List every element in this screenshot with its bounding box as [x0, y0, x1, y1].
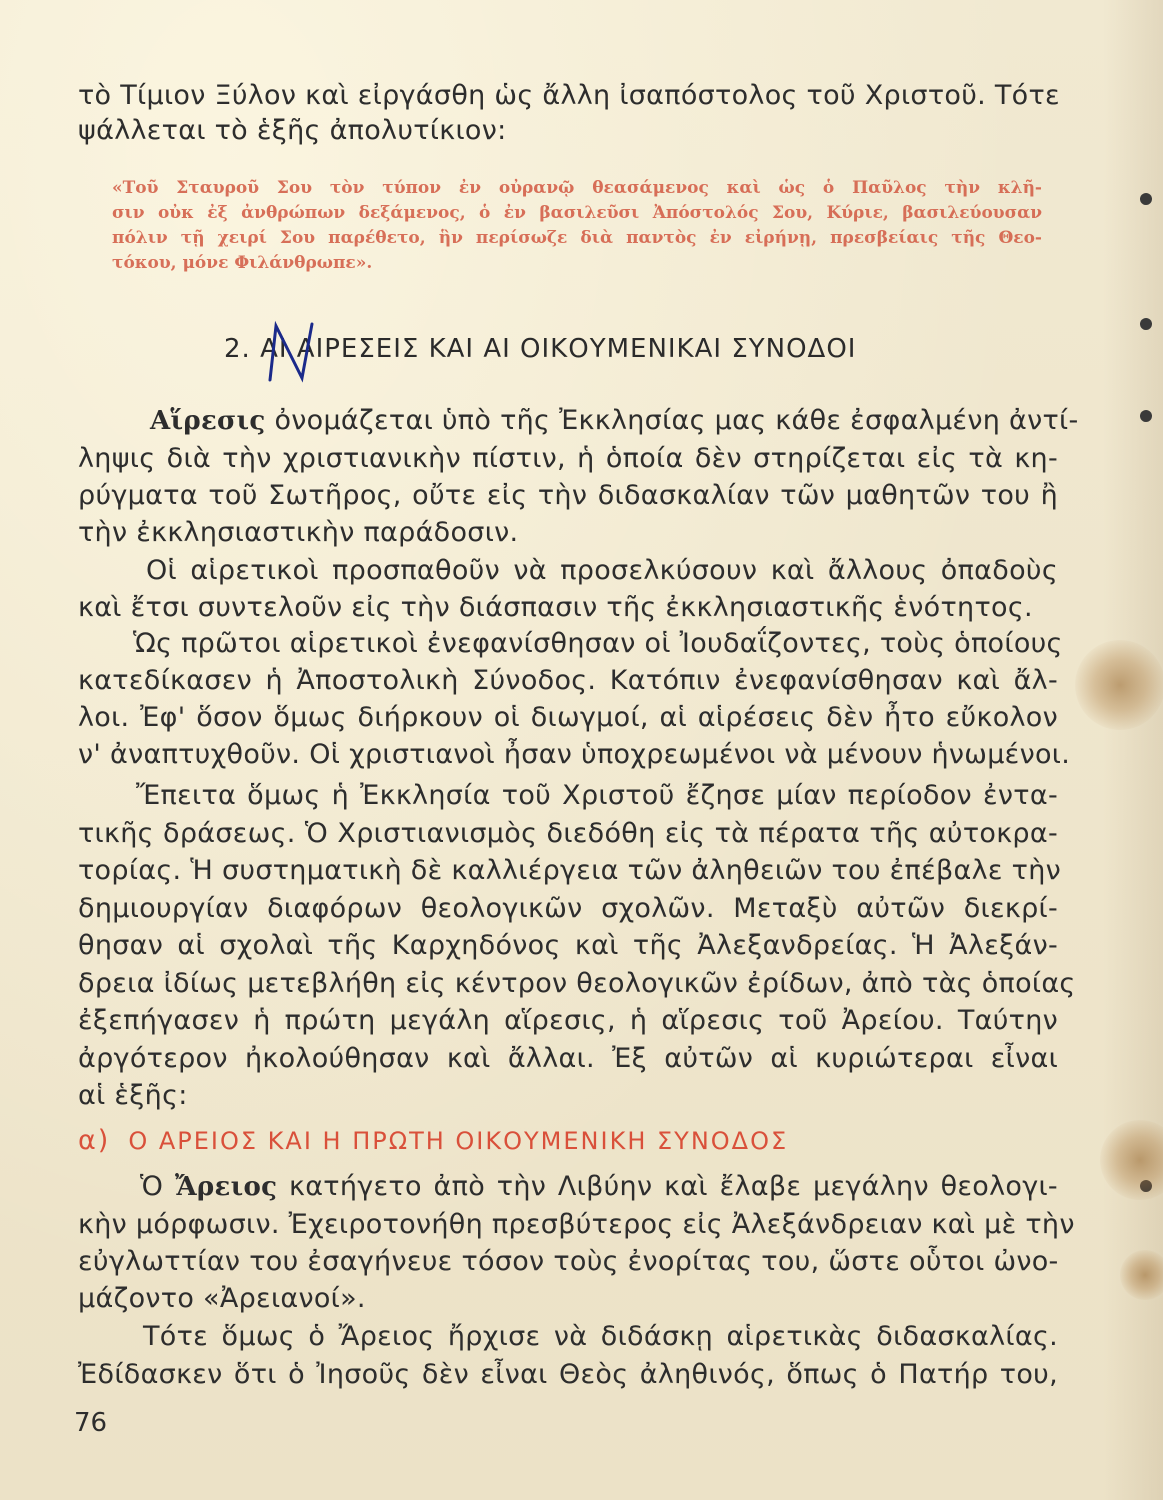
- p1-line-4: τὴν ἐκκλησιαστικὴν παράδοσιν.: [78, 517, 519, 548]
- p6-line-2: Ἐδίδασκεν ὅτι ὁ Ἰησοῦς δὲν εἶναι Θεὸς ἀληθινός, ὅπως ὁ Πατήρ του,: [78, 1359, 1058, 1390]
- section-heading: 2. ΑΙ ΑΙΡΕΣΕΙΣ ΚΑΙ ΑΙ ΟΙΚΟΥΜΕΝΙΚΑΙ ΣΥΝΟΔΟΙ: [224, 334, 857, 364]
- p4-line-4: δημιουργίαν διαφόρων θεολογικῶν σχολῶν. Μεταξὺ αὐτῶν διεκρί-: [78, 892, 1058, 924]
- hymn-line-4: τόκου, μόνε Φιλάνθρωπε».: [112, 253, 373, 273]
- p5-lead: Ὁ: [140, 1171, 164, 1202]
- p1-line-1-rest: ὀνομάζεται ὑπὸ τῆς Ἐκκλησίας μας κάθε ἐσφαλμένη ἀντί-: [274, 405, 1079, 436]
- p4-line-3: τορίας. Ἡ συστηματικὴ δὲ καλλιέργεια τῶν ἀληθειῶν του ἐπέβαλε τὴν: [78, 855, 1062, 886]
- p3-line-1: Ὡς πρῶτοι αἱρετικοὶ ἐνεφανίσθησαν οἱ Ἰουδαΐζοντες, τοὺς ὁποίους: [133, 628, 1063, 659]
- hymn-line-2: σιν οὐκ ἐξ ἀνθρώπων δεξάμενος, ὁ ἐν βασιλεῦσι Ἀπόστολός Σου, Κύριε, βασιλεύουσαν: [112, 203, 1042, 223]
- binding-hole-1: [1140, 193, 1152, 205]
- p4-line-7: ἐξεπήγασεν ἡ πρώτη μεγάλη αἵρεσις, ἡ αἵρεσις τοῦ Ἀρείου. Ταύτην: [78, 1005, 1058, 1036]
- p1-line-3: ρύγματα τοῦ Σωτῆρος, οὔτε εἰς τὴν διδασκαλίαν τῶν μαθητῶν του ἢ: [78, 480, 1058, 511]
- subsection-title: Ο ΑΡΕΙΟΣ ΚΑΙ Η ΠΡΩΤΗ ΟΙΚΟΥΜΕΝΙΚΗ ΣΥΝΟΔΟΣ: [128, 1127, 789, 1155]
- p3-line-4: ν' ἀναπτυχθοῦν. Οἱ χριστιανοὶ ἦσαν ὑποχρεωμένοι νὰ μένουν ἡνωμένοι.: [78, 739, 1071, 770]
- p4-line-2: τικῆς δράσεως. Ὁ Χριστιανισμὸς διεδόθη εἰς τὰ πέρατα τῆς αὐτοκρα-: [78, 817, 1058, 849]
- p5-line-2: κὴν μόρφωσιν. Ἐχειροτονήθη πρεσβύτερος εἰς Ἀλεξάνδρειαν καὶ μὲ τὴν: [78, 1209, 1075, 1240]
- intro-paragraph: [78, 78, 1058, 148]
- hymn-line-1: «Τοῦ Σταυροῦ Σου τὸν τύπον ἐν οὐρανῷ θεασάμενος καὶ ὡς ὁ Παῦλος τὴν κλῆ-: [112, 178, 1042, 198]
- p4-line-1: Ἔπειτα ὅμως ἡ Ἐκκλησία τοῦ Χριστοῦ ἔζησε μίαν περίοδον ἐντα-: [136, 780, 1058, 811]
- p5-line-1-rest: κατήγετο ἀπὸ τὴν Λιβύην καὶ ἔλαβε μεγάλην θεολογι-: [288, 1171, 1058, 1202]
- stain-3: [1120, 1250, 1163, 1300]
- heresy-definition-paragraph: [78, 402, 1079, 551]
- page-number: 76: [74, 1408, 108, 1438]
- arius-paragraph: [78, 1168, 1075, 1317]
- p2-line-1: Οἱ αἱρετικοὶ προσπαθοῦν νὰ προσελκύσουν καὶ ἄλλους ὀπαδοὺς: [146, 555, 1058, 586]
- term-arius: Ἄρειος: [174, 1172, 278, 1202]
- p5-line-3: εὐγλωττίαν του ἐσαγήνευε τόσον τοὺς ἐνορίτας του, ὥστε οὗτοι ὠνο-: [78, 1246, 1059, 1277]
- p1-line-1: [78, 402, 1079, 440]
- church-activity-paragraph: [78, 777, 1076, 1115]
- p5-line-4: μάζοντο «Ἀρειανοί».: [78, 1283, 366, 1314]
- p4-line-5: θησαν αἱ σχολαὶ τῆς Καρχηδόνος καὶ τῆς Ἀλεξανδρείας. Ἡ Ἀλεξάν-: [78, 930, 1058, 961]
- p5-line-1: [78, 1168, 1058, 1206]
- binding-hole-3: [1140, 410, 1152, 422]
- term-heresy: Αἵρεσις: [150, 406, 266, 436]
- p6-line-1: Τότε ὅμως ὁ Ἄρειος ἤρχισε νὰ διδάσκῃ αἱρετικὰς διδασκαλίας.: [143, 1321, 1058, 1352]
- hymn-line-3: πόλιν τῇ χειρί Σου παρέθετο, ἣν περίσωζε διὰ παντὸς ἐν εἰρήνῃ, πρεσβείαις τῆς Θεο-: [112, 228, 1042, 248]
- subsection-letter: α): [78, 1125, 111, 1156]
- binding-hole-2: [1140, 318, 1152, 330]
- intro-line-2: ψάλλεται τὸ ἑξῆς ἀπολυτίκιον:: [78, 115, 507, 146]
- heretics-paragraph: [78, 552, 1058, 626]
- handwritten-n-mark: [262, 318, 322, 388]
- apolytikion-hymn: [112, 176, 1042, 276]
- p2-line-2: καὶ ἔτσι συντελοῦν εἰς τὴν διάσπασιν τῆς ἐκκλησιαστικῆς ἑνότητος.: [78, 592, 1033, 623]
- arius-teaching-paragraph: [78, 1318, 1058, 1394]
- stain-1: [1075, 640, 1163, 730]
- p4-line-6: δρεια ἰδίως μετεβλήθη εἰς κέντρον θεολογικῶν ἐρίδων, ἀπὸ τὰς ὁποίας: [78, 967, 1076, 999]
- p3-line-3: λοι. Ἐφ' ὅσον ὅμως διήρκουν οἱ διωγμοί, αἱ αἱρέσεις δὲν ἦτο εὔκολον: [78, 702, 1058, 733]
- p4-line-8: ἀργότερον ἠκολούθησαν καὶ ἄλλαι. Ἐξ αὐτῶν αἱ κυριώτεραι εἶναι: [78, 1042, 1058, 1074]
- first-heretics-paragraph: [78, 625, 1071, 773]
- p3-line-2: κατεδίκασεν ἡ Ἀποστολικὴ Σύνοδος. Κατόπιν ἐνεφανίσθησαν καὶ ἄλ-: [78, 665, 1058, 696]
- p1-line-2: ληψις διὰ τὴν χριστιανικὴν πίστιν, ἡ ὁποία δὲν στηρίζεται εἰς τὰ κη-: [78, 443, 1058, 474]
- p4-line-9: αἱ ἑξῆς:: [78, 1080, 188, 1111]
- subsection-heading: [78, 1125, 788, 1156]
- intro-line-1: τὸ Τίμιον Ξύλον καὶ εἰργάσθη ὡς ἄλλη ἰσαπόστολος τοῦ Χριστοῦ. Τότε: [78, 80, 1060, 111]
